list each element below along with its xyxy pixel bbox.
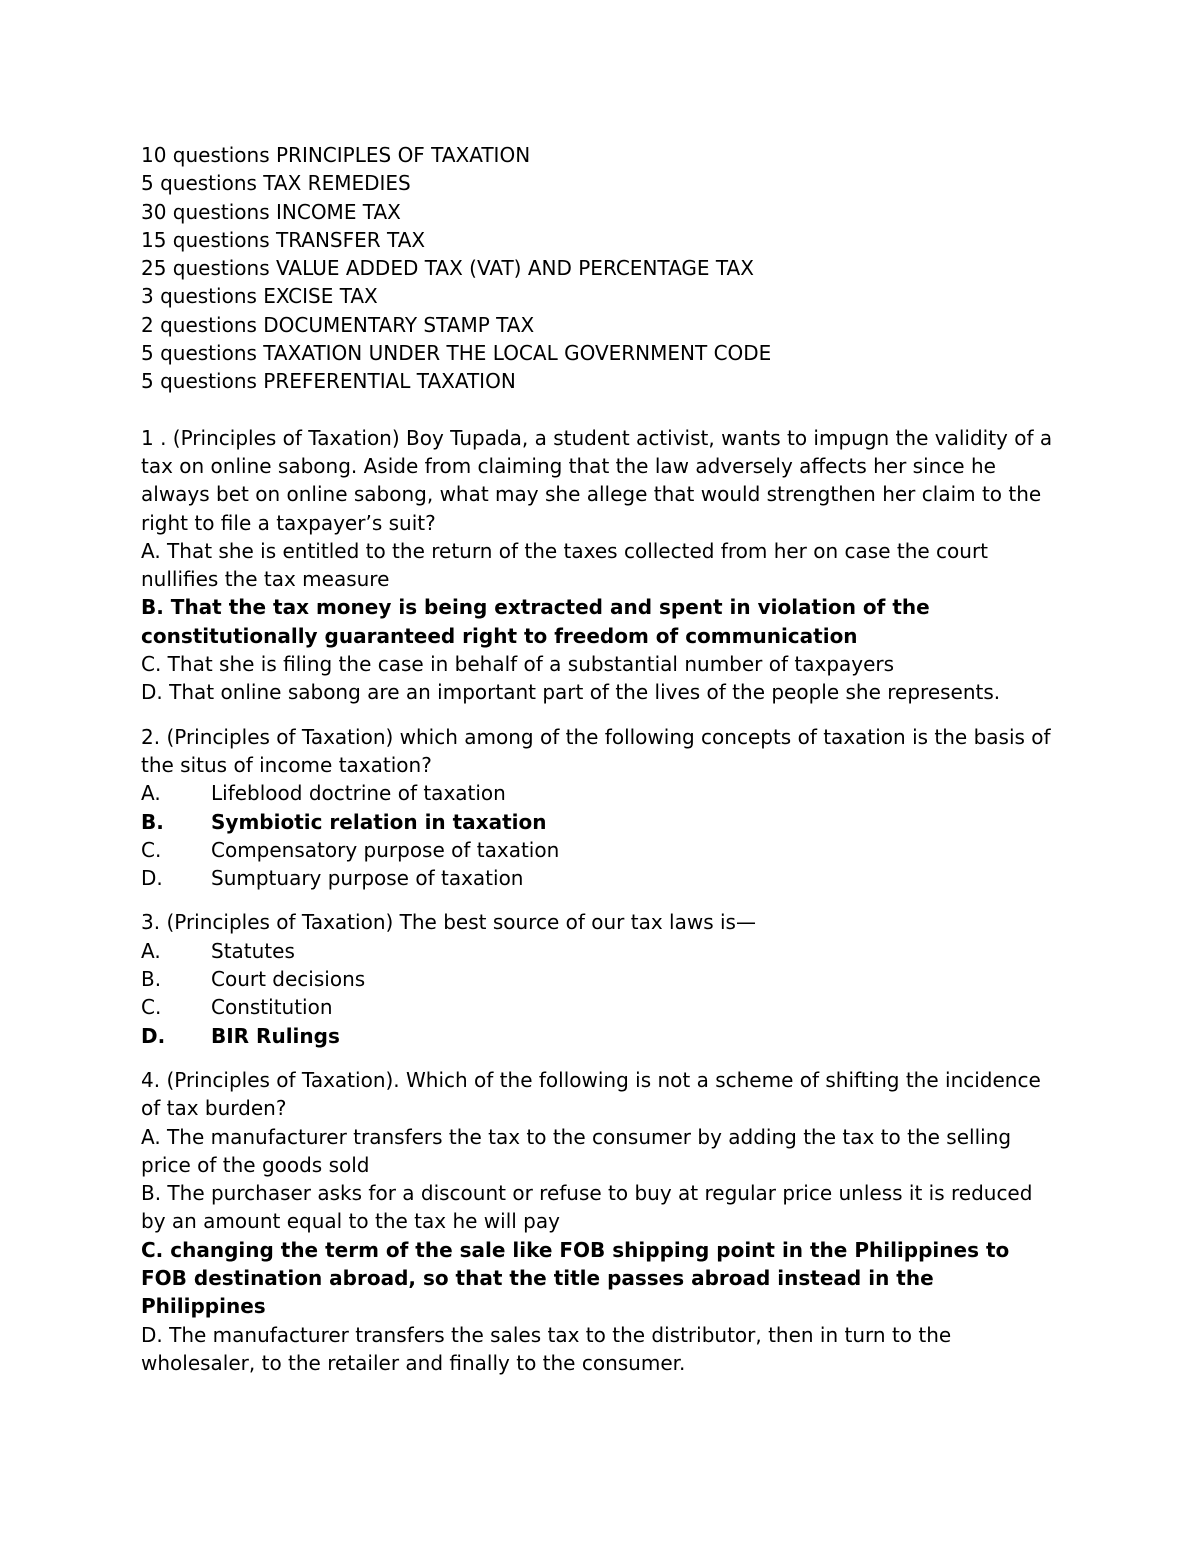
- option-c-answer: C. changing the term of the sale like FOB shipping point in the Philippines to FOB destination abroad, so that the title passes abroad instead in the Philippines: [141, 1237, 1010, 1319]
- option-a: A. The manufacturer transfers the tax to the consumer by adding the tax to the selling price of the goods sold: [141, 1124, 1012, 1177]
- question-4: [141, 1066, 1061, 1377]
- option-letter: C.: [141, 837, 162, 862]
- option-b: B. The purchaser asks for a discount or refuse to buy at regular price unless it is reduced by an amount equal to the tax he will pay: [141, 1181, 1033, 1234]
- option-letter: B.: [141, 967, 162, 992]
- option-d: [141, 864, 1061, 892]
- option-letter: B.: [141, 809, 164, 834]
- topic-item: 2 questions DOCUMENTARY STAMP TAX: [141, 312, 535, 337]
- option-a: [141, 937, 1061, 965]
- option-c: [141, 993, 1061, 1021]
- option-a: A. That she is entitled to the return of the taxes collected from her on case the court nullifies the tax measure: [141, 538, 989, 592]
- topic-item: 10 questions PRINCIPLES OF TAXATION: [141, 143, 531, 167]
- option-d: D. That online sabong are an important part of the lives of the people she represents.: [141, 680, 1001, 705]
- option-c: [141, 836, 1061, 864]
- option-text: Constitution: [211, 995, 333, 1020]
- option-b-answer: [141, 808, 1061, 836]
- topic-item: 15 questions TRANSFER TAX: [141, 227, 426, 252]
- document-body: [141, 141, 1061, 1393]
- option-text: Statutes: [211, 938, 295, 963]
- question-stem: 4. (Principles of Taxation). Which of the following is not a scheme of shifting the incidence of tax burden?: [141, 1067, 1041, 1121]
- option-text: Lifeblood doctrine of taxation: [211, 781, 506, 806]
- question-stem: 1 . (Principles of Taxation) Boy Tupada, a student activist, wants to impugn the validity of a tax on online sabong. Aside from claiming that the law adversely affects her since he always bet on online sabong, what may she allege that would strengthen her claim to the right to file a taxpayer’s suit?: [141, 425, 1053, 535]
- topic-item: 5 questions PREFERENTIAL TAXATION: [141, 369, 516, 394]
- option-d-answer: [141, 1022, 1061, 1050]
- option-d: D. The manufacturer transfers the sales tax to the distributor, then in turn to the wholesaler, to the retailer and finally to the consumer.: [141, 1322, 952, 1375]
- topic-item: 25 questions VALUE ADDED TAX (VAT) AND PERCENTAGE TAX: [141, 256, 754, 281]
- option-text: Sumptuary purpose of taxation: [211, 866, 524, 891]
- option-b: [141, 965, 1061, 993]
- option-text: Symbiotic relation in taxation: [211, 809, 547, 834]
- option-letter: A.: [141, 938, 161, 963]
- topic-item: 5 questions TAXATION UNDER THE LOCAL GOVERNMENT CODE: [141, 341, 772, 366]
- question-stem: 2. (Principles of Taxation) which among of the following concepts of taxation is the basis of the situs of income taxation?: [141, 724, 1051, 777]
- topic-item: 3 questions EXCISE TAX: [141, 284, 378, 309]
- option-letter: A.: [141, 781, 161, 806]
- question-stem: 3. (Principles of Taxation) The best source of our tax laws is—: [141, 910, 756, 935]
- question-1: [141, 424, 1061, 707]
- topic-list: [141, 141, 1061, 396]
- option-letter: D.: [141, 1023, 166, 1048]
- topic-item: 5 questions TAX REMEDIES: [141, 171, 411, 196]
- question-2: [141, 723, 1061, 893]
- option-b-answer: B. That the tax money is being extracted and spent in violation of the constitutionally guaranteed right to freedom of communication: [141, 595, 930, 648]
- option-text: Compensatory purpose of taxation: [211, 837, 560, 862]
- question-3: [141, 908, 1061, 1049]
- option-letter: C.: [141, 995, 162, 1020]
- option-text: BIR Rulings: [211, 1023, 340, 1048]
- topic-item: 30 questions INCOME TAX: [141, 199, 401, 224]
- option-a: [141, 779, 1061, 807]
- option-text: Court decisions: [211, 967, 366, 992]
- option-c: C. That she is filing the case in behalf of a substantial number of taxpayers: [141, 652, 895, 677]
- option-letter: D.: [141, 866, 163, 891]
